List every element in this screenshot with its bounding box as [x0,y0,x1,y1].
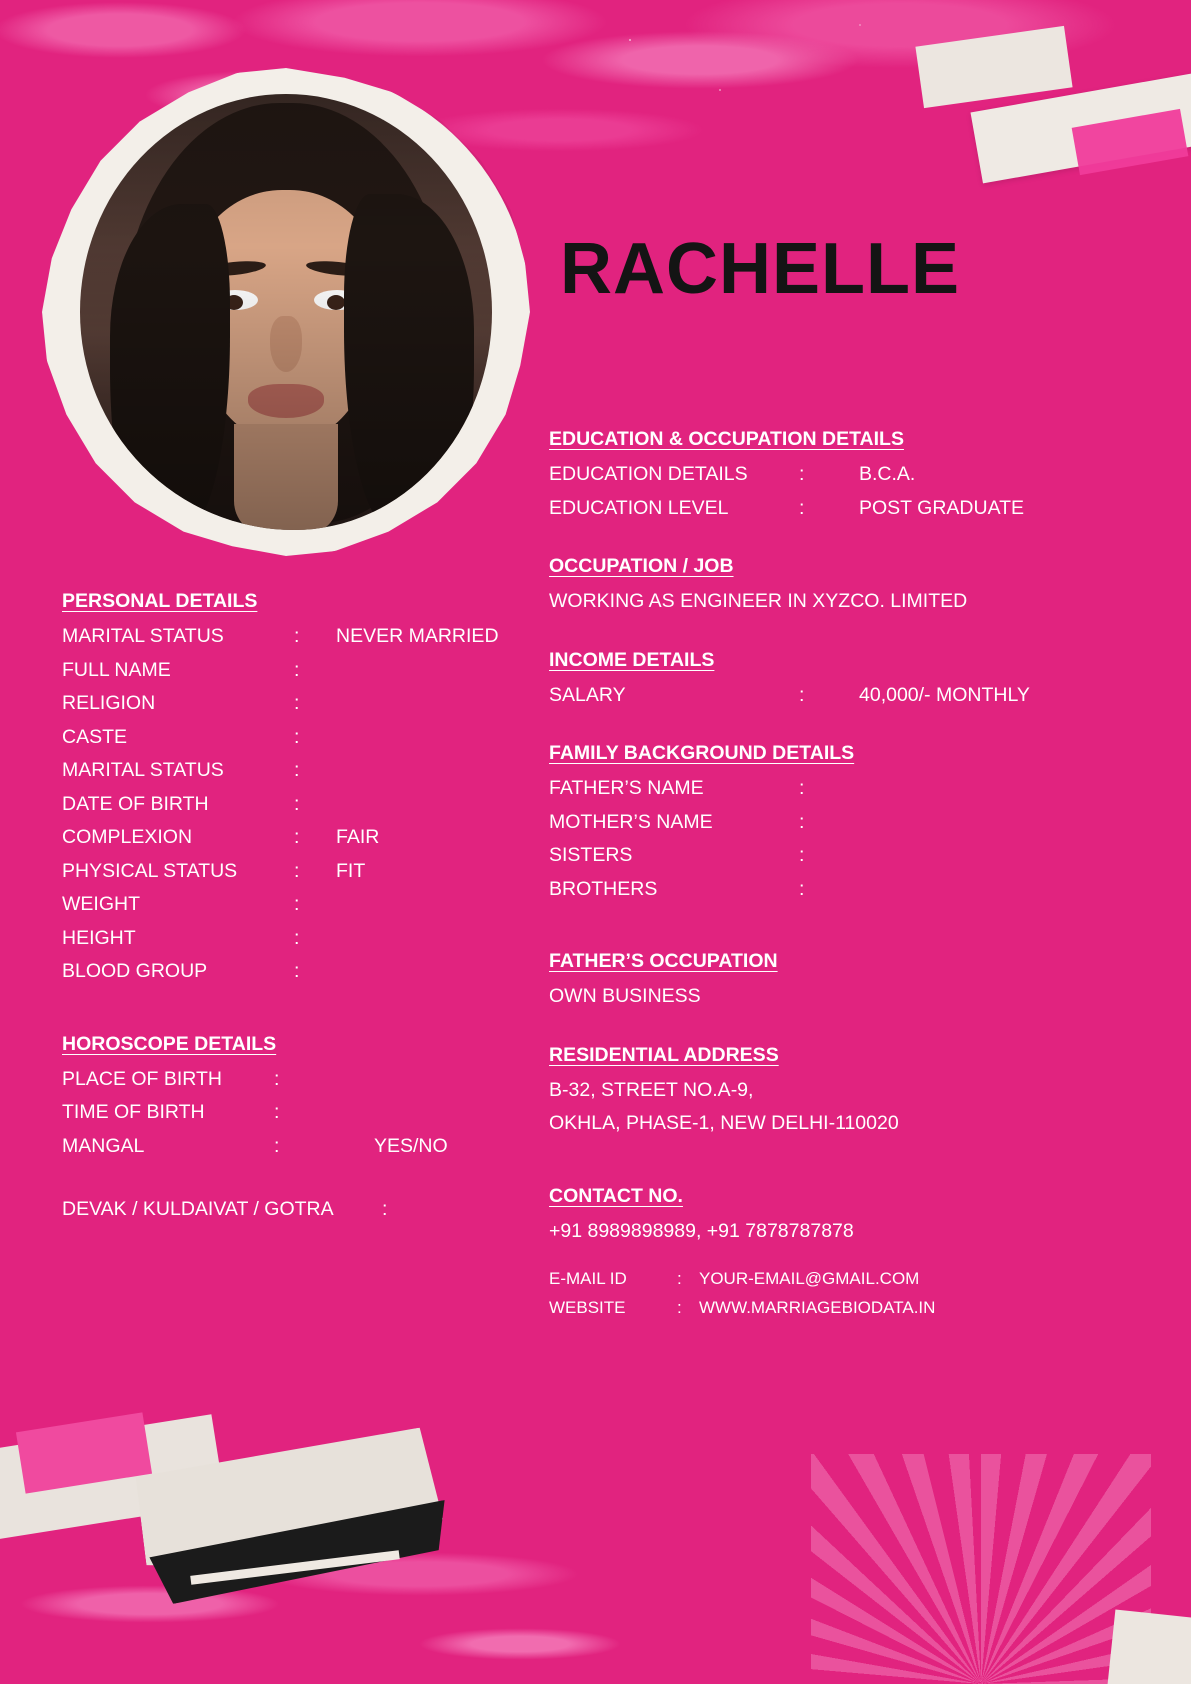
detail-row [549,772,1109,806]
row-label: DEVAK / KULDAIVAT / GOTRA [62,1198,334,1220]
row-colon: : [677,1298,682,1317]
detail-row [62,687,532,721]
detail-row [62,821,532,855]
detail-row [62,620,532,654]
row-label: FULL NAME [62,658,171,681]
profile-photo [80,94,492,530]
spacer [62,1163,532,1193]
occupation-text: WORKING AS ENGINEER IN XYZCO. LIMITED [549,590,968,612]
paper-scrap-top-right [970,73,1191,184]
detail-row [549,873,1109,907]
detail-row [549,458,1109,492]
section-heading-horoscope-details: HOROSCOPE DETAILS [62,1032,277,1055]
section-heading-father-occupation: FATHER’S OCCUPATION [549,950,778,972]
row-colon: : [294,625,300,647]
detail-row [62,1096,532,1130]
detail-row [549,679,1109,713]
row-colon: : [799,810,805,833]
detail-row [62,654,532,688]
row-colon: : [799,496,805,519]
row-label: MARITAL STATUS [62,759,224,781]
portrait-shading [80,94,492,530]
row-colon: : [799,683,805,706]
row-label: TIME OF BIRTH [62,1101,205,1123]
sunburst-decor [811,1454,1151,1684]
spacer [549,525,1109,555]
row-colon: : [799,777,805,799]
detail-row [549,492,1109,526]
row-value: 40,000/- MONTHLY [859,683,1030,706]
row-colon: : [799,463,805,485]
row-label: MOTHER’S NAME [549,810,713,833]
row-label: E-MAIL ID [549,1269,627,1288]
row-colon: : [294,859,300,882]
detail-row [62,855,532,889]
paper-scrap-bottom-center [134,1426,446,1582]
contact-phone-numbers[interactable]: +91 8989898989, +91 7878787878 [549,1219,854,1242]
row-label: MANGAL [62,1134,145,1157]
detail-row [62,1130,532,1164]
row-label: BROTHERS [549,877,658,900]
row-label: CASTE [62,725,128,748]
address-line-2: OKHLA, PHASE-1, NEW DELHI-110020 [549,1112,899,1134]
row-colon: : [294,826,300,848]
address-line-1: B-32, STREET NO.A-9, [549,1078,754,1101]
detail-row-devak [62,1193,532,1227]
row-colon: : [677,1269,682,1288]
row-label: MARITAL STATUS [62,625,224,647]
section-heading-personal-details: PERSONAL DETAILS [62,590,258,612]
spacer [549,1141,1109,1185]
left-column [62,590,532,1227]
row-colon: : [799,877,805,900]
row-colon: : [294,960,300,982]
row-label: WEBSITE [549,1298,626,1317]
contact-email-row [549,1264,1109,1293]
spacer [549,1014,1109,1044]
row-value: B.C.A. [859,463,916,485]
row-colon: : [799,844,805,866]
row-label: WEIGHT [62,893,140,915]
row-colon: : [294,893,300,915]
section-heading-residential-address: RESIDENTIAL ADDRESS [549,1043,779,1066]
row-colon: : [294,926,300,949]
spacer [549,712,1109,742]
detail-row [62,888,532,922]
row-value: NEVER MARRIED [336,625,499,647]
section-heading-education-occupation: EDUCATION & OCCUPATION DETAILS [549,428,904,450]
detail-row [62,721,532,755]
pink-tape-top-right [1072,109,1189,175]
detail-row [62,955,532,989]
detail-row [549,806,1109,840]
right-column [549,428,1109,1322]
page-title: RACHELLE [560,229,960,309]
detail-row [62,922,532,956]
section-heading-family-background: FAMILY BACKGROUND DETAILS [549,742,855,764]
row-label: SALARY [549,683,626,706]
detail-row [62,1063,532,1097]
spacer [549,1248,1109,1264]
website-value[interactable]: WWW.MARRIAGEBIODATA.IN [699,1298,936,1317]
row-label: BLOOD GROUP [62,960,208,982]
row-label: EDUCATION LEVEL [549,496,729,519]
section-heading-income: INCOME DETAILS [549,648,715,671]
father-occupation-text: OWN BUSINESS [549,985,701,1007]
dark-collage-strip [147,1500,453,1606]
row-value: YES/NO [374,1134,448,1157]
row-label: HEIGHT [62,926,136,949]
row-colon: : [294,725,300,748]
section-heading-occupation: OCCUPATION / JOB [549,555,734,577]
paper-scrap-bottom-left [0,1414,225,1544]
row-label: COMPLEXION [62,826,193,848]
row-label: DATE OF BIRTH [62,792,209,815]
row-colon: : [294,692,300,714]
row-value: FAIR [336,826,380,848]
row-label: FATHER’S NAME [549,777,704,799]
row-label: EDUCATION DETAILS [549,463,748,485]
avatar [42,68,530,556]
row-label: RELIGION [62,692,156,714]
paper-scrap-top-right-back [915,26,1072,108]
top-speckle-texture [600,0,1191,150]
row-colon: : [294,792,300,815]
row-label: PHYSICAL STATUS [62,859,238,882]
section-heading-contact: CONTACT NO. [549,1184,683,1207]
row-colon: : [294,658,300,681]
row-value: POST GRADUATE [859,496,1025,519]
detail-row [62,788,532,822]
row-label: PLACE OF BIRTH [62,1067,223,1090]
row-colon: : [274,1134,280,1157]
row-colon: : [274,1101,280,1123]
contact-website-row [549,1293,1109,1322]
row-label: SISTERS [549,844,633,866]
detail-row [549,839,1109,873]
light-collage-stripe [190,1550,400,1585]
bottom-paint-splash [0,1534,620,1684]
row-colon: : [294,759,300,781]
row-colon: : [274,1067,280,1090]
spacer [549,619,1109,649]
detail-row [62,754,532,788]
row-value: FIT [336,859,366,882]
email-value[interactable]: YOUR-EMAIL@GMAIL.COM [699,1269,920,1288]
pink-tape-bottom-left [16,1412,152,1493]
row-colon: : [382,1198,388,1220]
spacer [62,989,532,1033]
spacer [549,906,1109,950]
paper-scrap-bottom-right [1107,1610,1191,1684]
